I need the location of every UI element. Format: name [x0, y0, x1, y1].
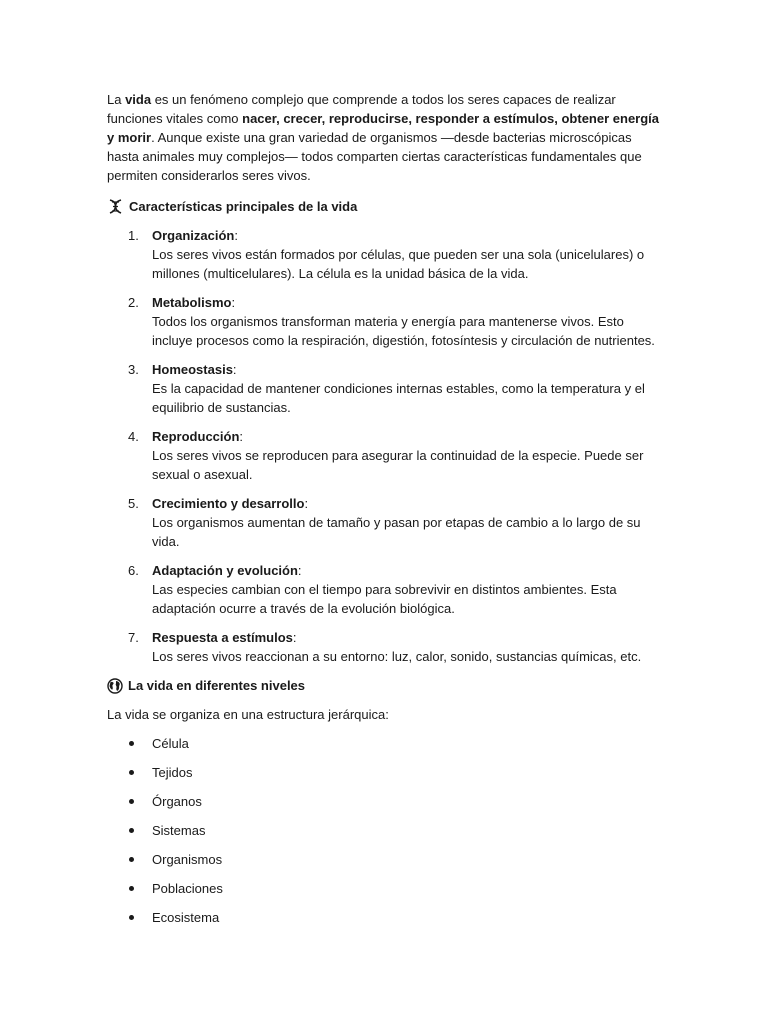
level-label: Órganos	[152, 794, 202, 809]
bullet-icon	[129, 799, 134, 804]
item-title: Organización	[152, 228, 235, 243]
list-item	[107, 879, 667, 898]
intro-bold-vida: vida	[125, 92, 152, 107]
item-description: Los seres vivos reaccionan a su entorno: luz, calor, sonido, sustancias químicas, etc.	[152, 649, 642, 664]
item-title: Homeostasis	[152, 362, 233, 377]
list-item	[107, 763, 667, 782]
level-label: Ecosistema	[152, 910, 220, 925]
level-label: Tejidos	[152, 765, 193, 780]
bullet-icon	[129, 857, 134, 862]
item-description: Es la capacidad de mantener condiciones internas estables, como la temperatura y el equilibrio de sustancias.	[152, 381, 645, 415]
list-item	[107, 821, 667, 840]
list-item: 6. Adaptación y evolución: Las especies cambian con el tiempo para sobrevivir en distintos ambientes. Esta adaptación ocurre a través de la evolución biológica.	[107, 561, 667, 618]
list-item	[107, 908, 667, 927]
item-title: Metabolismo	[152, 295, 232, 310]
item-title: Reproducción	[152, 429, 240, 444]
bullet-icon	[129, 886, 134, 891]
features-heading	[107, 197, 667, 216]
intro-paragraph	[107, 90, 667, 185]
intro-text: La	[107, 92, 126, 107]
item-title: Adaptación y evolución	[152, 563, 298, 578]
list-item: 5. Crecimiento y desarrollo: Los organismos aumentan de tamaño y pasan por etapas de cambio a lo largo de su vida.	[107, 494, 667, 551]
item-number: 2.	[128, 295, 139, 310]
levels-list	[107, 734, 667, 927]
item-title: Respuesta a estímulos	[152, 630, 293, 645]
globe-icon	[107, 678, 123, 694]
list-item	[107, 850, 667, 869]
bullet-icon	[129, 915, 134, 920]
intro-text: . Aunque existe una gran variedad de organismos —desde bacterias microscópicas hasta animales muy complejos— todos comparten ciertas características fundamentales que permiten considerarlos seres vivos.	[107, 130, 642, 183]
item-number: 4.	[128, 429, 139, 444]
document-page	[107, 90, 667, 937]
item-description: Las especies cambian con el tiempo para sobrevivir en distintos ambientes. Esta adaptación ocurre a través de la evolución biológica.	[152, 582, 617, 616]
item-title: Crecimiento y desarrollo	[152, 496, 305, 511]
level-label: Poblaciones	[152, 881, 223, 896]
levels-intro: La vida se organiza en una estructura jerárquica:	[107, 707, 389, 722]
dna-icon	[107, 198, 124, 215]
list-item: 4. Reproducción: Los seres vivos se reproducen para asegurar la continuidad de la especie. Puede ser sexual o asexual.	[107, 427, 667, 484]
item-number: 1.	[128, 228, 139, 243]
list-item	[107, 734, 667, 753]
item-number: 3.	[128, 362, 139, 377]
features-list	[107, 226, 667, 666]
item-number: 5.	[128, 496, 139, 511]
item-description: Los seres vivos están formados por células, que pueden ser una sola (unicelulares) o millones (multicelulares). La célula es la unidad básica de la vida.	[152, 247, 645, 281]
item-description: Los organismos aumentan de tamaño y pasan por etapas de cambio a lo largo de su vida.	[152, 515, 641, 549]
levels-heading-text: La vida en diferentes niveles	[128, 678, 306, 693]
intro-bold-functions: nacer, crecer, reproducirse, responder a estímulos, obtener energía y morir	[107, 111, 660, 145]
list-item: 2. Metabolismo: Todos los organismos transforman materia y energía para mantenerse vivos. Esto incluye procesos como la respiración, digestión, fotosíntesis y circulación de nutrientes.	[107, 293, 667, 350]
bullet-icon	[129, 770, 134, 775]
item-description: Los seres vivos se reproducen para asegurar la continuidad de la especie. Puede ser sexual o asexual.	[152, 448, 644, 482]
item-description: Todos los organismos transforman materia y energía para mantenerse vivos. Esto incluye procesos como la respiración, digestión, fotosíntesis y circulación de nutrientes.	[152, 314, 655, 348]
bullet-icon	[129, 741, 134, 746]
list-item: 3. Homeostasis: Es la capacidad de mantener condiciones internas estables, como la temperatura y el equilibrio de sustancias.	[107, 360, 667, 417]
levels-heading	[107, 676, 667, 695]
intro-text: es un fenómeno complejo que comprende a todos los seres capaces de realizar funciones vitales como	[107, 92, 616, 126]
features-heading-text: Características principales de la vida	[129, 199, 358, 214]
item-number: 7.	[128, 630, 139, 645]
list-item	[107, 792, 667, 811]
list-item: 1. Organización: Los seres vivos están formados por células, que pueden ser una sola (unicelulares) o millones (multicelulares). La célula es la unidad básica de la vida.	[107, 226, 667, 283]
level-label: Sistemas	[152, 823, 206, 838]
item-number: 6.	[128, 563, 139, 578]
level-label: Célula	[152, 736, 189, 751]
list-item: 7. Respuesta a estímulos: Los seres vivos reaccionan a su entorno: luz, calor, sonido, sustancias químicas, etc.	[107, 628, 667, 666]
bullet-icon	[129, 828, 134, 833]
level-label: Organismos	[152, 852, 223, 867]
